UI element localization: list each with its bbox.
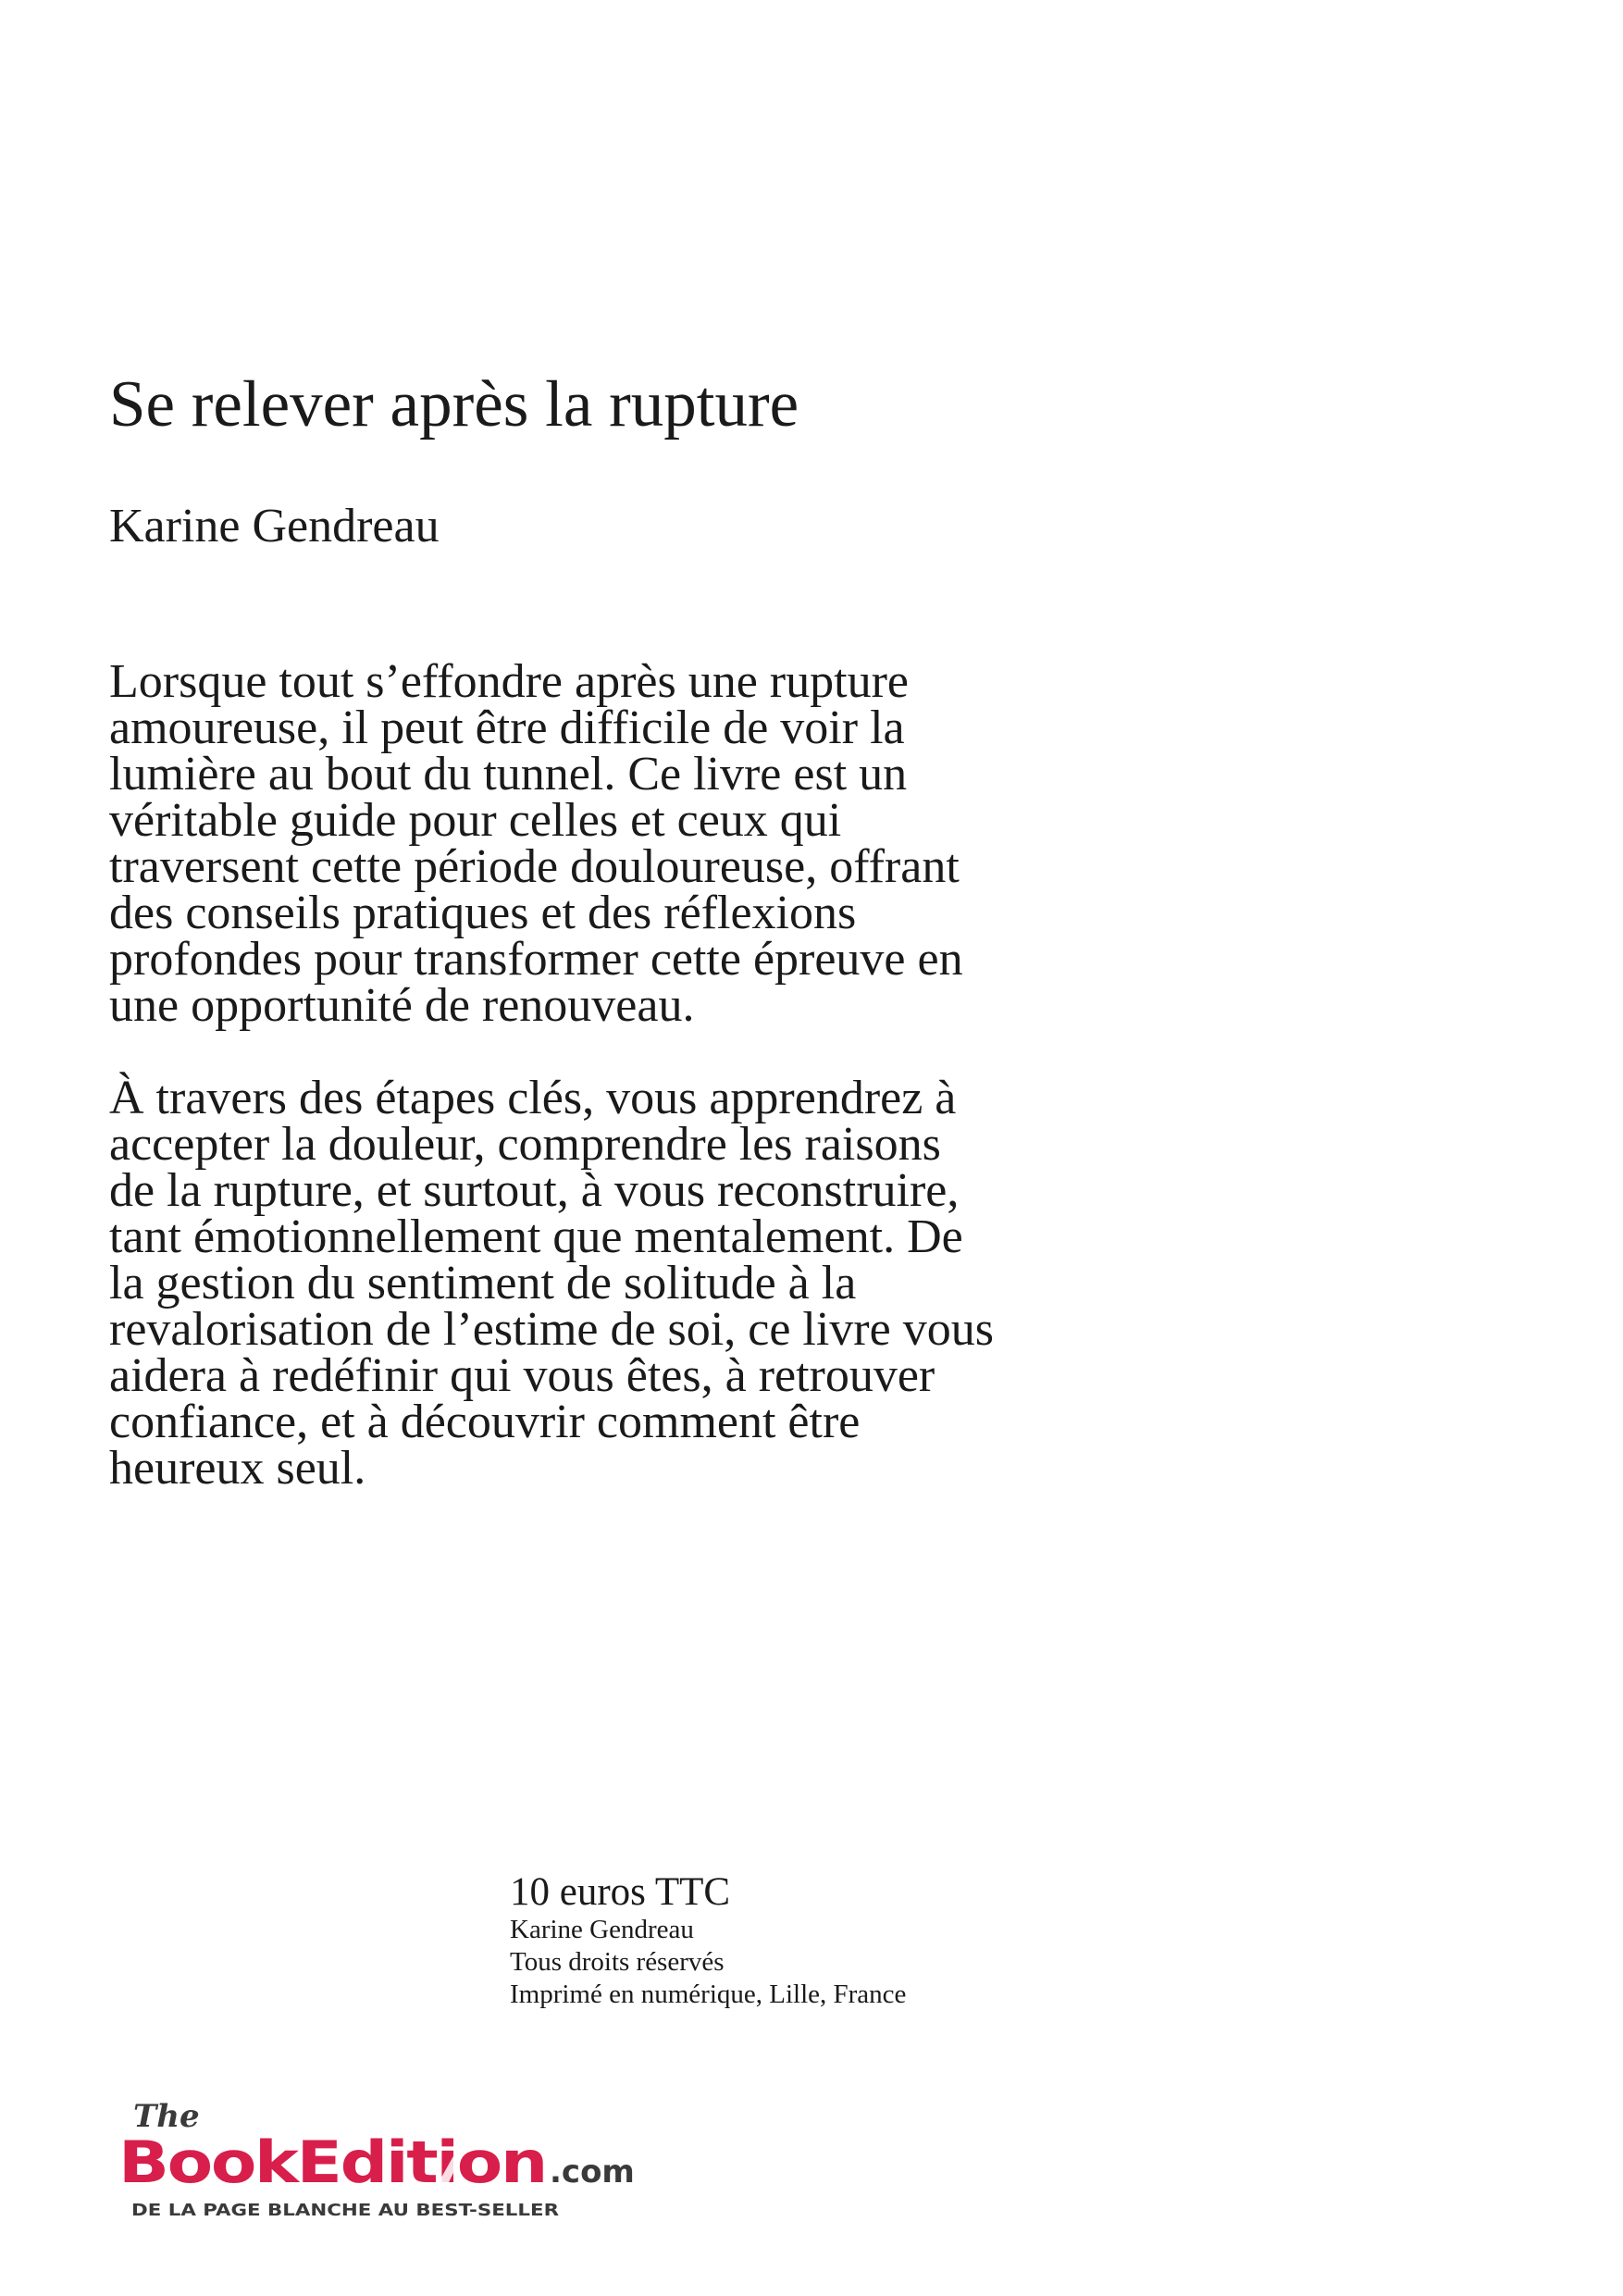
price: 10 euros TTC: [510, 1870, 731, 1914]
blurb-line: amoureuse, il peut être difficile de voir la: [109, 701, 905, 754]
blurb-line: des conseils pratiques et des réflexions: [109, 887, 857, 939]
blurb-line: une opportunité de renouveau.: [109, 979, 695, 1032]
print-location: Imprimé en numérique, Lille, France: [510, 1980, 907, 2009]
blurb-line: véritable guide pour celles et ceux qui: [109, 794, 842, 847]
logo-brand: BookEditi o n: [118, 2128, 540, 2196]
blurb-line: profondes pour transformer cette épreuve en: [109, 933, 963, 986]
blurb-paragraph: [109, 655, 1247, 1032]
blurb-line: Lorsque tout s’effondre après une rupture: [109, 655, 909, 708]
blurb-line: traversent cette période douloureuse, offrant: [109, 840, 960, 893]
logo-tagline: DE LA PAGE BLANCHE AU BEST-SELLER: [131, 2201, 560, 2220]
publisher-logo: [118, 2093, 655, 2223]
blurb-line: revalorisation de l’estime de soi, ce livre vous: [109, 1303, 994, 1356]
blurb-line: aidera à redéfinir qui vous êtes, à retrouver: [109, 1349, 935, 1402]
book-author: Karine Gendreau: [109, 500, 440, 552]
imprint-block: [510, 1871, 906, 2011]
blurb-line: accepter la douleur, comprendre les raisons: [109, 1118, 941, 1171]
blurb-line: lumière au bout du tunnel. Ce livre est un: [109, 748, 908, 800]
imprint-author: Karine Gendreau: [510, 1915, 694, 1944]
blurb-line: la gestion du sentiment de solitude à la: [109, 1257, 857, 1309]
book-blurb: [109, 655, 1247, 1538]
logo-domain: .com: [550, 2153, 635, 2191]
blurb-line: de la rupture, et surtout, à vous reconstruire,: [109, 1164, 960, 1217]
blurb-paragraph: [109, 1072, 1247, 1495]
rights-notice: Tous droits réservés: [510, 1947, 725, 1977]
blurb-line: heureux seul.: [109, 1442, 366, 1495]
book-title: Se relever après la rupture: [109, 368, 799, 441]
logo-the: The: [133, 2098, 200, 2135]
logo-quill-o: o: [456, 2128, 495, 2196]
blurb-line: À travers des étapes clés, vous apprendrez à: [109, 1072, 957, 1124]
blurb-line: tant émotionnellement que mentalement. De: [109, 1210, 963, 1263]
blurb-line: confiance, et à découvrir comment être: [109, 1396, 861, 1448]
